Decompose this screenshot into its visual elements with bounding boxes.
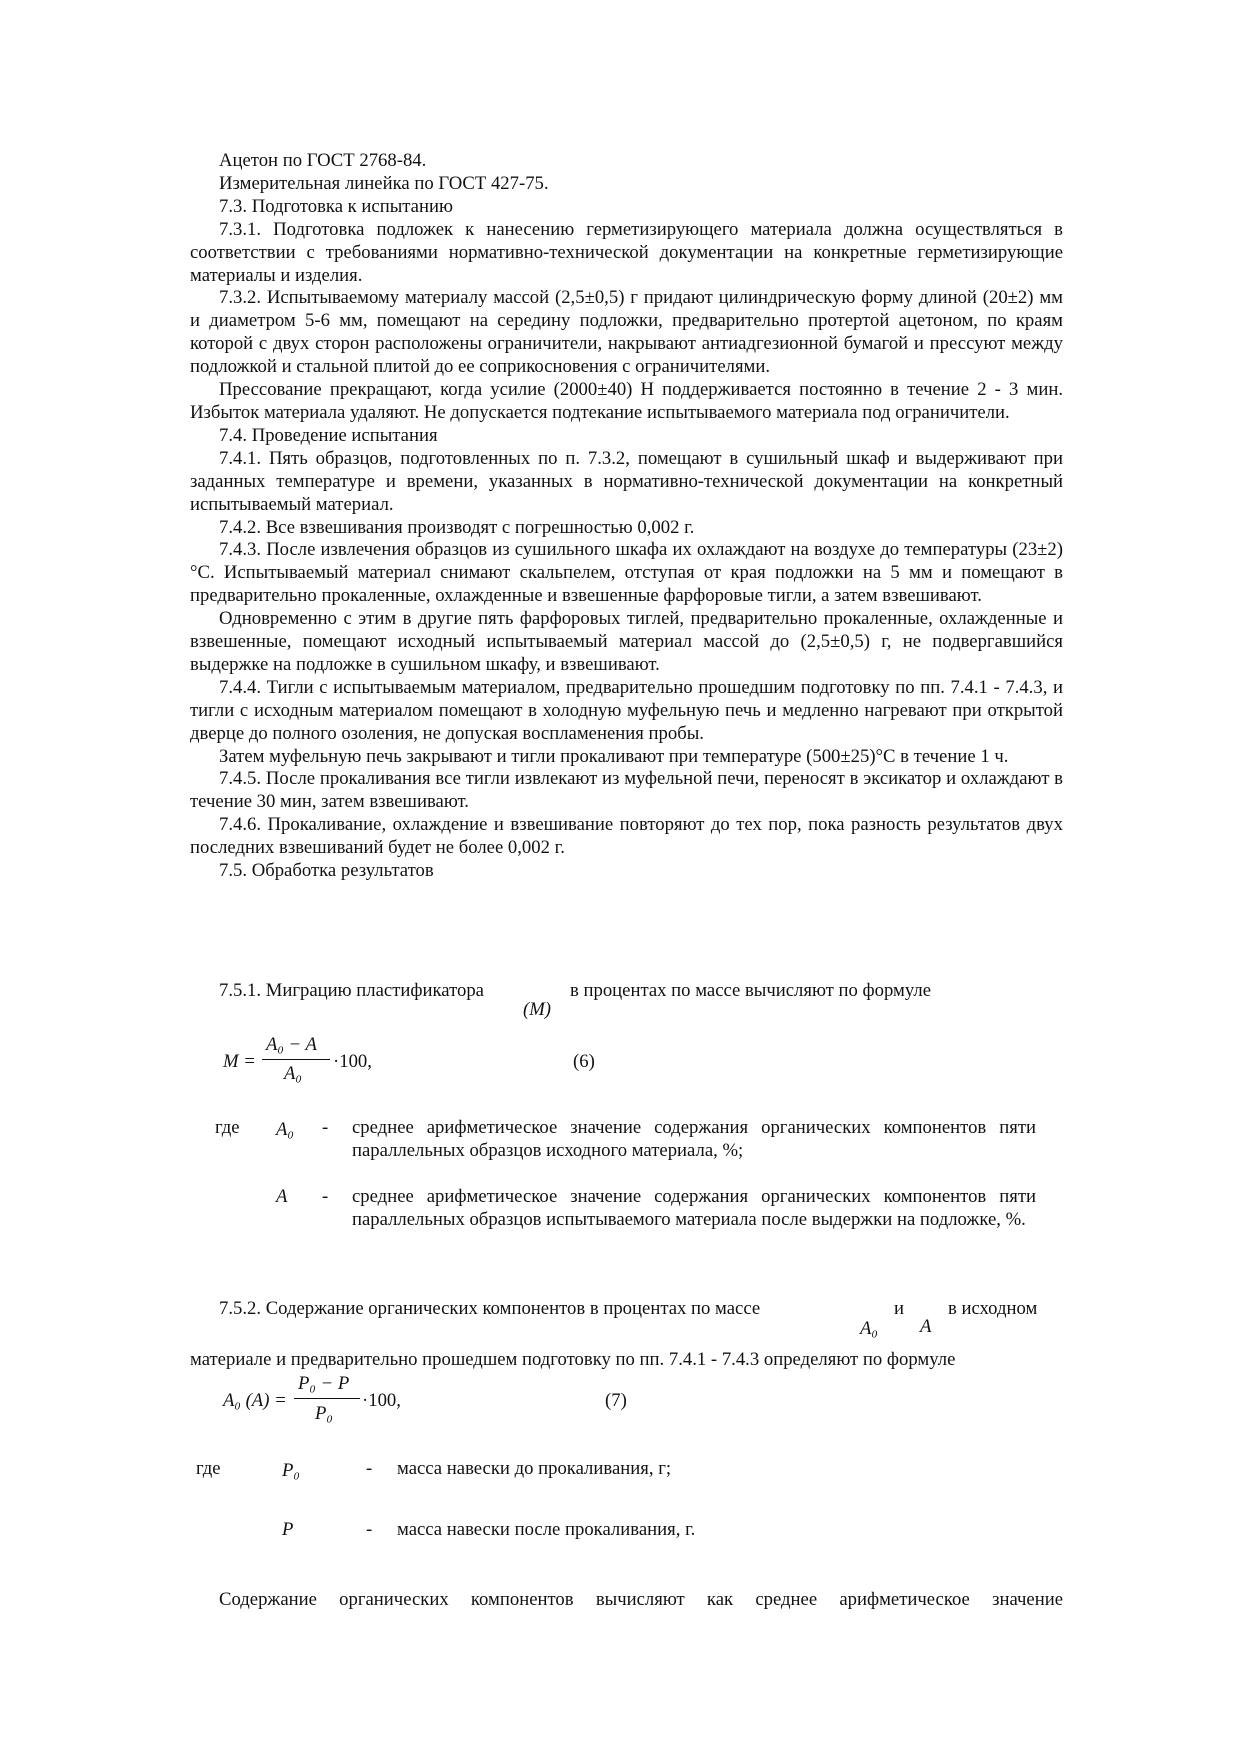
paragraph: 7.4.1. Пять образцов, подготовленных по п. 7.3.2, помещают в сушильный шкаф и выдерживают при заданных температуре и времени, указанных в нормативно-технической документации на конкретный испытываемый материал. <box>190 447 1063 515</box>
formula-6-denominator: A₀ <box>284 1063 302 1084</box>
fraction-bar <box>262 1059 330 1060</box>
paragraph: 7.4.3. После извлечения образцов из сушильного шкафа их охлаждают на воздухе до температуры (23±2)°С. Испытываемый материал снимают скальпелем, отступая от края подложки на 5 мм и помещают в предварительно прокаленные, охлажденные и взвешенные фарфоровые тигли, а затем взвешивают. <box>190 539 1063 607</box>
definition-dash: - <box>366 1458 373 1479</box>
paragraph: Измерительная линейка по ГОСТ 427-75. <box>219 172 549 194</box>
definition-text: среднее арифметическое значение содержания органических компонентов пяти параллельных образцов исходного материала, %; <box>352 1117 1036 1161</box>
p752-line1: 7.5.2. Содержание органических компонентов в процентах по массе <box>219 1298 761 1319</box>
formula-6-number: (6) <box>573 1051 595 1072</box>
p752-symbol-a0: A₀ <box>860 1318 878 1339</box>
formula-6-lhs: M = <box>223 1051 256 1072</box>
where-label: где <box>196 1458 221 1479</box>
p751-after: в процентах по массе вычисляют по формуле <box>570 980 932 1001</box>
where-label: где <box>215 1117 240 1138</box>
paragraph: Одновременно с этим в другие пять фарфоровых тиглей, предварительно прокаленные, охлажденные и взвешенные, помещают исходный испытываемый материал массой до (2,5±0,5) г, не подвергавшийся выдержке на подложке в сушильном шкафу, и взвешивают. <box>190 608 1063 675</box>
formula-7-lhs: A₀ (A) = <box>223 1390 287 1411</box>
definition-dash: - <box>322 1186 329 1207</box>
paragraph: Ацетон по ГОСТ 2768-84. <box>219 150 427 171</box>
definition-text: масса навески после прокаливания, г. <box>397 1519 696 1540</box>
paragraph: Прессование прекращают, когда усилие (2000±40) Н поддерживается постоянно в течение 2 - 3 мин. Избыток материала удаляют. Не допускается подтекание испытываемого материала под ограничители. <box>190 379 1063 423</box>
paragraph: 7.3.2. Испытываемому материалу массой (2,5±0,5) г придают цилиндрическую форму длиной (20±2) мм и диаметром 5-6 мм, помещают на середину подложки, предварительно протертой ацетоном, по краям которой с двух сторон расположены ограничители, накрывают антиадгезионной бумагой и прессуют между подложкой и стальной плитой до ее соприкосновения с ограничителями. <box>190 287 1063 378</box>
fraction-bar <box>294 1398 360 1399</box>
section-heading: 7.3. Подготовка к испытанию <box>219 195 453 217</box>
formula-6-numerator: A₀ − A <box>266 1034 317 1055</box>
definition-symbol: A <box>276 1186 288 1207</box>
formula-7-number: (7) <box>605 1390 627 1411</box>
p752-line2: материале и предварительно прошедшем подготовку по пп. 7.4.1 - 7.4.3 определяют по формуле <box>190 1349 956 1370</box>
definition-symbol: A₀ <box>276 1119 294 1140</box>
final-paragraph-wrapper <box>190 1589 1063 1612</box>
p752-and: и <box>894 1298 905 1319</box>
paragraph: 7.4.4. Тигли с испытываемым материалом, предварительно прошедшим подготовку по пп. 7.4.1 - 7.4.3, и тигли с исходным материалом помещают в холодную муфельную печь и медленно нагревают при открытой дверце до полного озоления, не допуская воспламенения пробы. <box>190 676 1063 744</box>
definition-symbol: P₀ <box>282 1460 300 1481</box>
p751-symbol: (M) <box>523 999 552 1020</box>
definition-text: масса навески до прокаливания, г; <box>397 1458 672 1479</box>
p752-symbol-a: A <box>920 1316 932 1337</box>
formula-7-denominator: P₀ <box>315 1403 333 1424</box>
section-heading: 7.5. Обработка результатов <box>219 860 434 882</box>
p752-after: в исходном <box>948 1298 1038 1319</box>
paragraph: 7.4.5. После прокаливания все тигли извлекают из муфельной печи, переносят в эксикатор и охлаждают в течение 30 мин, затем взвешивают. <box>190 768 1063 813</box>
document-body <box>190 150 1063 883</box>
formula-7-tail: ·100, <box>362 1390 401 1411</box>
paragraph: Содержание органических компонентов вычисляют как среднее арифметическое значение <box>219 1589 1063 1610</box>
definition-dash: - <box>322 1117 329 1138</box>
definition-symbol: P <box>282 1519 294 1540</box>
definition-dash: - <box>366 1519 373 1540</box>
paragraph: 7.4.2. Все взвешивания производят с погрешностью 0,002 г. <box>219 516 695 538</box>
paragraph: 7.4.6. Прокаливание, охлаждение и взвешивание повторяют до тех пор, пока разность результатов двух последних взвешиваний будет не более 0,002 г. <box>190 814 1063 859</box>
formula-6-tail: ·100, <box>333 1051 372 1072</box>
definition-text: среднее арифметическое значение содержания органических компонентов пяти параллельных образцов испытываемого материала после выдержки на подложке, %. <box>352 1186 1036 1230</box>
section-heading: 7.4. Проведение испытания <box>219 424 438 446</box>
formula-7-numerator: P₀ − P <box>298 1373 350 1394</box>
paragraph: Затем муфельную печь закрывают и тигли прокаливают при температуре (500±25)°С в течение 1 ч. <box>219 745 1009 767</box>
p751-before: 7.5.1. Миграцию пластификатора <box>219 980 484 1001</box>
paragraph: 7.3.1. Подготовка подложек к нанесению герметизирующего материала должна осуществляться в соответствии с требованиями нормативно-технической документации на конкретные герметизирующие материалы и изделия. <box>190 218 1063 286</box>
